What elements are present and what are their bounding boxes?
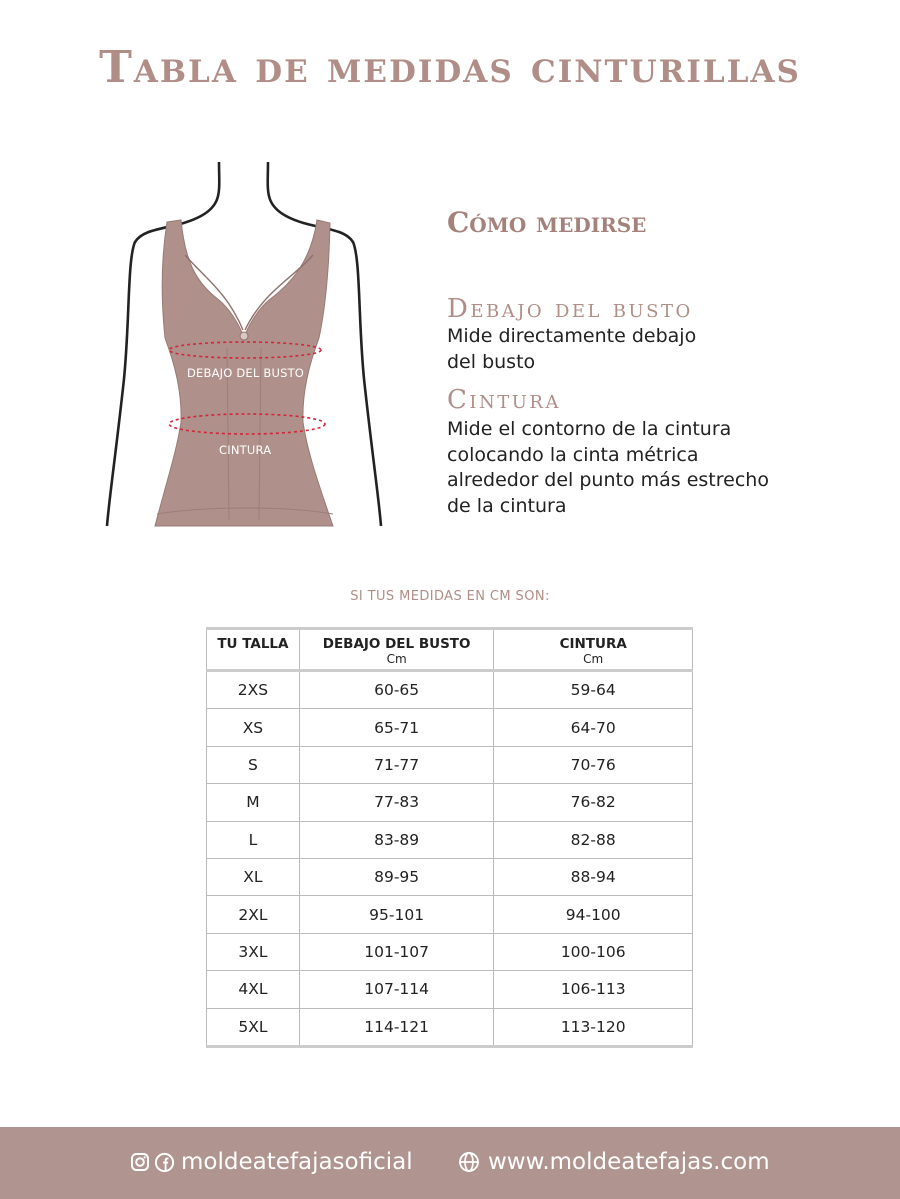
waist-cell: 70-76 — [494, 746, 693, 783]
waist-label: CINTURA — [219, 443, 272, 457]
waist-cell: 59-64 — [494, 671, 693, 709]
text-line: Mide directamente debajo — [447, 325, 697, 347]
underbust-cell: 89-95 — [299, 858, 494, 895]
table-caption: SI TUS MEDIDAS EN CM SON: — [350, 589, 550, 604]
underbust-cell: 101-107 — [299, 933, 494, 970]
table-row — [207, 671, 693, 709]
table-row — [207, 746, 693, 783]
table-row — [207, 821, 693, 858]
footer-bar — [0, 1127, 900, 1199]
website-link[interactable] — [458, 1149, 770, 1175]
text-line: colocando la cinta métrica — [447, 443, 699, 466]
size-cell: 3XL — [207, 933, 300, 970]
size-cell: L — [207, 821, 300, 858]
torso-illustration — [95, 160, 395, 528]
bust-label: DEBAJO DEL BUSTO — [187, 366, 305, 380]
size-cell: S — [207, 746, 300, 783]
header-underbust: DEBAJO DEL BUSTO Cm — [299, 629, 494, 671]
waist-cell: 64-70 — [494, 709, 693, 746]
bust-section-title: Debajo del busto — [447, 294, 693, 324]
table-row — [207, 971, 693, 1008]
torso-figure — [95, 160, 395, 528]
text-line: de la cintura — [447, 494, 567, 517]
size-cell: 4XL — [207, 971, 300, 1008]
waist-cell: 82-88 — [494, 821, 693, 858]
instagram-icon — [130, 1152, 150, 1172]
underbust-cell: 71-77 — [299, 746, 494, 783]
text-line: Mide el contorno de la cintura — [447, 418, 732, 440]
table-row — [207, 709, 693, 746]
size-cell: 5XL — [207, 1008, 300, 1046]
header-waist: CINTURA Cm — [494, 629, 693, 671]
social-handle: moldeatefajasoficial — [181, 1149, 413, 1175]
underbust-cell: 114-121 — [299, 1008, 494, 1046]
table-header-row — [207, 629, 693, 671]
waist-section-text — [447, 417, 769, 519]
globe-icon — [458, 1151, 480, 1173]
how-to-measure-heading: Cómo medirse — [447, 206, 647, 239]
size-table — [206, 627, 693, 1048]
website-url: www.moldeatefajas.com — [488, 1149, 770, 1175]
size-cell: XS — [207, 709, 300, 746]
underbust-cell: 107-114 — [299, 971, 494, 1008]
waist-cell: 106-113 — [494, 971, 693, 1008]
underbust-cell: 95-101 — [299, 896, 494, 933]
bust-section-text — [447, 324, 696, 375]
table-row — [207, 858, 693, 895]
facebook-icon — [154, 1152, 175, 1173]
size-cell: 2XL — [207, 896, 300, 933]
table-row — [207, 1008, 693, 1046]
unit-label: Cm — [583, 652, 604, 666]
social-link[interactable] — [130, 1149, 413, 1175]
text-line: alrededor del punto más estrecho — [447, 469, 769, 491]
waist-cell: 76-82 — [494, 784, 693, 821]
page-title: Tabla de medidas cinturillas — [99, 42, 801, 93]
underbust-cell: 83-89 — [299, 821, 494, 858]
header-size: TU TALLA — [207, 629, 300, 671]
size-cell: 2XS — [207, 671, 300, 709]
table-row — [207, 896, 693, 933]
waist-cell: 88-94 — [494, 858, 693, 895]
text-line: del busto — [447, 350, 536, 373]
size-cell: M — [207, 784, 300, 821]
underbust-cell: 65-71 — [299, 709, 494, 746]
waist-cell: 113-120 — [494, 1008, 693, 1046]
unit-label: Cm — [386, 652, 407, 666]
underbust-cell: 60-65 — [299, 671, 494, 709]
table-row — [207, 933, 693, 970]
waist-cell: 94-100 — [494, 896, 693, 933]
table-row — [207, 784, 693, 821]
waist-section-title: Cintura — [447, 385, 561, 415]
underbust-cell: 77-83 — [299, 784, 494, 821]
waist-cell: 100-106 — [494, 933, 693, 970]
size-cell: XL — [207, 858, 300, 895]
